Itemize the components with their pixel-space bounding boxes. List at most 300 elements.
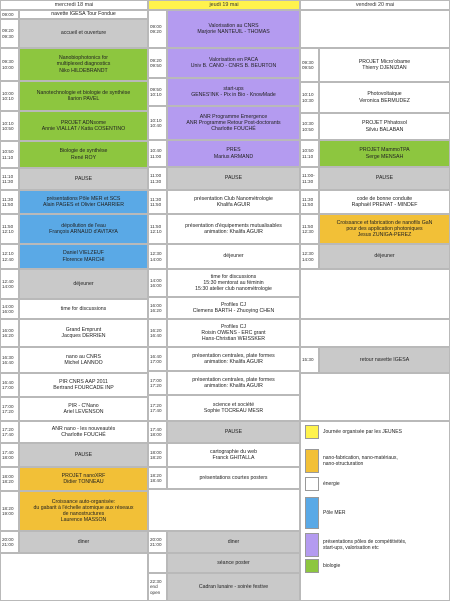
event-speaker: François ARNAUD d'AVITAYA — [49, 229, 118, 235]
time-slot — [148, 421, 167, 443]
time-label: 10:30 — [302, 97, 314, 103]
event-grand-emprunt — [19, 319, 148, 347]
time-label: 11:10 — [302, 153, 314, 159]
time-label: 11:30 — [302, 196, 314, 202]
legend-swatch-energy — [305, 477, 319, 491]
event-label: déjeuner — [374, 253, 395, 260]
time-slot — [300, 347, 319, 373]
legend-biology — [323, 559, 448, 573]
time-label: 10:10 — [150, 117, 162, 123]
time-slot — [148, 140, 167, 167]
time-slot — [300, 167, 319, 190]
time-label: 16:00 — [150, 302, 162, 308]
time-label: 17:20 — [150, 383, 162, 388]
time-slot — [148, 106, 167, 140]
time-slot — [148, 371, 167, 395]
event-pole-mer — [19, 190, 148, 214]
event-speaker: Bertrand FOURCADE INP — [53, 385, 114, 391]
time-label: 14:00 — [150, 256, 162, 262]
time-slot — [300, 140, 319, 167]
event-club-nanometrologie — [167, 190, 300, 214]
event-label: start-ups — [223, 85, 244, 92]
event-label: Croissance auto-organisée: — [51, 498, 116, 505]
event-pir-cnrs — [19, 373, 148, 397]
event-festive-evening — [167, 573, 300, 601]
time-slot — [148, 48, 167, 78]
event-break — [319, 167, 450, 190]
event-lunch — [319, 244, 450, 269]
event-lunch — [167, 244, 300, 269]
time-label: 19:00 — [2, 511, 14, 516]
event-label: science et société — [212, 401, 255, 408]
event-platforms-2 — [167, 371, 300, 395]
time-slot — [300, 214, 319, 244]
event-phhatosol — [319, 113, 450, 140]
event-speaker: Daniel VIELZEUF — [63, 250, 104, 257]
time-slot — [148, 443, 167, 467]
event-label: présentation centrales, plate formes — [192, 352, 275, 359]
event-speaker: Sophie TOCREAU MESR — [203, 408, 264, 414]
event-pres — [167, 140, 300, 167]
event-speaker: Hans-Christian WEISSKER — [201, 336, 266, 343]
time-label: 11:00 — [150, 153, 162, 159]
event-label: cartographie du web — [209, 448, 257, 455]
time-label: 11:50 — [302, 223, 314, 229]
event-speaker: animation: Khalifa AGUIR — [204, 229, 263, 235]
time-label: 16:20 — [150, 327, 162, 333]
event-label: GENES'INK - Pix in Bio - KnowMade — [191, 92, 276, 98]
time-label: 09:20 — [150, 29, 162, 34]
event-label: Profiles CJ — [220, 301, 247, 308]
time-slot — [300, 48, 319, 82]
legend-label: start-ups, valorisation etc — [323, 545, 379, 551]
legend-label: nano-structuration — [323, 461, 364, 467]
time-label: 10:40 — [150, 123, 162, 128]
time-label: 11:30 — [2, 179, 14, 184]
legend-swatch-pole-mer — [305, 497, 319, 529]
event-anr-nano — [19, 421, 148, 443]
event-label: diner — [77, 538, 90, 545]
time-label: 11:50 — [302, 202, 314, 207]
time-slot — [0, 19, 19, 48]
event-label: PIR CNRS AAP 2011 — [59, 378, 108, 385]
event-valorisation-paca — [167, 48, 300, 78]
time-label: 16:20 — [2, 333, 14, 338]
time-label: 18:20 — [2, 505, 14, 511]
event-label: PAUSE — [74, 451, 93, 458]
time-label: 09:50 — [150, 86, 162, 92]
time-label: 12:30 — [150, 251, 162, 257]
event-self-organized-growth — [19, 491, 148, 531]
event-label: Grand Emprunt — [65, 326, 102, 333]
legend-competitiveness — [323, 533, 448, 557]
event-science-society — [167, 395, 300, 421]
event-label: accueil et ouverture — [60, 30, 107, 37]
time-slot — [0, 269, 19, 299]
time-label: 16:40 — [2, 360, 14, 365]
event-speaker: Marius ARMAND — [213, 153, 254, 160]
event-poster-session — [167, 553, 300, 573]
event-label: Profiles CJ — [220, 323, 247, 330]
event-label: PAUSE — [74, 175, 93, 182]
time-slot — [0, 111, 19, 141]
event-gan-nanowires — [319, 214, 450, 244]
time-label: 21:00 — [2, 542, 14, 547]
time-slot — [300, 190, 319, 214]
event-label: 15:30 mentorat au féminin — [203, 279, 264, 286]
legend-nanofab — [323, 449, 448, 473]
time-label: 11:30 — [302, 178, 314, 184]
time-label: 16:40 — [2, 379, 14, 385]
empty-slot — [0, 553, 148, 601]
header-day-1-label: mercredi 18 mai — [54, 2, 94, 8]
time-label: 18:00 — [2, 473, 14, 479]
event-speaker: Marjorie NANTEUIL - THOMAS — [197, 29, 270, 35]
time-slot — [0, 491, 19, 531]
time-label: 17:20 — [2, 426, 14, 432]
time-label: end — [150, 584, 158, 590]
event-label: ANR Programme Emergence — [199, 113, 268, 120]
legend-label: Pôle MER — [323, 510, 346, 516]
time-label: 16:20 — [150, 308, 162, 313]
time-label: 09:30 — [2, 33, 14, 39]
empty-slot — [148, 489, 300, 531]
event-speaker: Annie VIALLAT / Katia COSENTINO — [41, 126, 126, 132]
event-label: déjeuner — [73, 280, 94, 287]
event-mammotpa — [319, 140, 450, 167]
time-label: 11:10 — [2, 154, 14, 160]
event-synthetic-biology — [19, 141, 148, 168]
event-discussions — [167, 269, 300, 297]
event-valorisation-cnrs — [167, 10, 300, 48]
event-profiles-cj-1 — [167, 297, 300, 319]
event-speaker: Roisin OWENS - ERC grant — [201, 329, 266, 336]
time-label: 16:30 — [2, 354, 14, 360]
event-code-of-conduct — [319, 190, 450, 214]
time-label: 18:20 — [150, 472, 162, 478]
event-nanotech-biology — [19, 81, 148, 111]
time-label: 11:50 — [2, 202, 14, 207]
time-label: 10:50 — [302, 148, 314, 154]
time-label: 09:20 — [150, 57, 162, 63]
header-day-2-label: jeudi 19 mai — [209, 2, 239, 8]
time-label: 14:00 — [2, 303, 14, 309]
event-speaker: Clemens BARTH - Zhuoying CHEN — [192, 308, 275, 314]
header-day-1 — [0, 0, 148, 10]
event-lunch — [19, 269, 148, 299]
header-day-3-label: vendredi 20 mai — [355, 2, 395, 8]
event-speaker: Ariel LEVENSON — [63, 409, 104, 415]
event-speaker: Thierry DJENIZIAN — [362, 65, 407, 71]
time-label: 11:30 — [2, 196, 14, 202]
event-break — [19, 443, 148, 467]
event-nanobiophotonics — [19, 48, 148, 81]
time-slot — [148, 297, 167, 319]
event-speaker: Florence MARCHI — [62, 256, 105, 263]
legend-swatch-youth — [305, 425, 319, 439]
time-slot — [148, 467, 167, 489]
time-slot — [148, 531, 167, 553]
event-label: Valorisation au CNRS — [208, 22, 259, 29]
time-slot — [148, 167, 167, 190]
time-label: 11:00 — [150, 173, 162, 179]
event-label: navette IGESA Tour Fondue — [51, 11, 116, 18]
time-label: 16:00 — [150, 283, 162, 288]
header-day-3 — [300, 0, 450, 10]
time-slot — [0, 48, 19, 81]
time-label: 18:20 — [2, 479, 14, 484]
empty-slot — [300, 319, 450, 347]
event-break — [19, 168, 148, 190]
time-label: 17:00 — [150, 359, 162, 364]
empty-slot — [300, 373, 450, 421]
time-label: 21:00 — [150, 542, 162, 547]
time-slot — [148, 190, 167, 214]
time-label: 12:10 — [150, 229, 162, 234]
time-slot — [0, 81, 19, 111]
legend-label: présentations pôles de compétitivités, — [323, 539, 407, 545]
time-label: 11:50 — [2, 223, 14, 229]
event-label: dépollution de l'eau — [61, 222, 106, 229]
event-shared-equipment — [167, 214, 300, 244]
event-break — [167, 421, 300, 443]
event-shuttle — [19, 10, 148, 19]
event-label: ANR nano - les nouveautés — [51, 425, 116, 432]
time-slot — [0, 319, 19, 347]
event-speaker: Franck GHITALLA — [212, 455, 255, 461]
legend-label: biologie — [323, 563, 341, 569]
time-slot — [0, 190, 19, 214]
event-web-mapping — [167, 443, 300, 467]
legend-label: Journée organisée par les JEUNES — [323, 429, 402, 435]
time-slot — [300, 244, 319, 269]
time-label: 10:50 — [2, 149, 14, 155]
time-slot — [0, 531, 19, 553]
event-label: Photovoltaique — [367, 91, 402, 98]
event-speaker: Veronica BERMUDEZ — [359, 97, 410, 104]
event-photovoltaique — [319, 82, 450, 113]
time-slot — [0, 421, 19, 443]
time-slot — [0, 244, 19, 269]
time-label: 10:10 — [2, 96, 14, 101]
time-slot — [148, 395, 167, 421]
event-label: présentations Pôle MER et SCS — [46, 195, 121, 202]
event-speaker: Didier TONNEAU — [63, 479, 104, 485]
time-label: 09:50 — [302, 65, 314, 70]
event-speaker: Jacques DERRIEN — [61, 333, 106, 339]
time-slot — [300, 82, 319, 113]
time-label: 12:40 — [2, 278, 14, 284]
event-nanoxrf — [19, 467, 148, 491]
time-label: open — [150, 589, 161, 595]
event-label: time for discussions — [60, 305, 107, 312]
time-label: 18:00 — [150, 449, 162, 455]
event-nano-cnrs — [19, 347, 148, 373]
event-break — [167, 167, 300, 190]
time-label: 17:40 — [150, 408, 162, 413]
time-label: 18:00 — [150, 432, 162, 437]
event-label: PIR - C'Nano — [68, 402, 99, 409]
time-label: 17:00 — [2, 385, 14, 390]
event-label: PROJET ADNsome — [60, 119, 107, 126]
time-label: 17:00 — [2, 403, 14, 409]
time-label: 10:40 — [150, 148, 162, 154]
event-label: multiplexed diagnostics — [56, 61, 111, 68]
event-label: PROJET nanoXRF — [61, 472, 106, 479]
event-dinner — [167, 531, 300, 553]
event-label: présentation centrales, plate formes — [192, 376, 275, 383]
time-label: 14:00 — [150, 277, 162, 283]
time-label: 15:30 — [302, 357, 314, 363]
time-label: 11:00- — [302, 173, 315, 179]
event-vielzeuf-marchi — [19, 244, 148, 269]
event-label: code de bonne conduite — [356, 195, 413, 202]
time-slot — [300, 113, 319, 140]
event-speaker: Niko HILDEBRANDT — [59, 67, 108, 74]
time-label: 16:00 — [2, 327, 14, 333]
time-label: 17:20 — [150, 402, 162, 408]
time-label: 10:10 — [302, 92, 314, 98]
header-day-2 — [148, 0, 300, 10]
event-label: PRES — [226, 147, 241, 154]
time-label: 22:30 — [150, 579, 162, 585]
time-label: 10:30 — [302, 121, 314, 127]
event-speaker: Silviu BALABAN — [365, 126, 404, 133]
event-label: présentations courtes posters — [199, 474, 268, 481]
event-platforms-1 — [167, 347, 300, 371]
time-label: 12:30 — [302, 229, 314, 234]
legend-label: nano-fabrication, nano-matériaux, — [323, 455, 398, 461]
event-label: Croissance et fabrication de nanofils GaN — [336, 219, 433, 226]
event-label: PAUSE — [224, 428, 243, 435]
empty-slot — [300, 10, 450, 48]
time-slot-empty — [148, 553, 167, 573]
event-label: du gabarit à l'échelle atomique aux réseaux — [33, 504, 134, 511]
event-speaker: animation: Khalifa AGUIR — [204, 383, 263, 389]
event-speaker: Charlotte FOUCHÉ — [211, 126, 256, 133]
time-label: 10:00 — [2, 64, 14, 70]
time-label: 10:50 — [302, 126, 314, 132]
time-label: 12:10 — [2, 251, 14, 257]
event-label: Cadran lunaire - soirée festive — [198, 583, 269, 590]
event-poster-talks — [167, 467, 300, 489]
event-anr-programmes — [167, 106, 300, 140]
event-speaker: animation: Khalifa AGUIR — [204, 359, 263, 365]
event-adnsome — [19, 111, 148, 141]
event-label: nano au CNRS — [66, 353, 101, 360]
time-label: 11:50 — [150, 223, 162, 229]
time-slot — [148, 78, 167, 106]
legend-swatch-competitiveness — [305, 533, 319, 557]
time-label: 09:30 — [302, 59, 314, 65]
time-slot — [0, 168, 19, 190]
time-label: 12:30 — [302, 251, 314, 257]
time-label: 16:00 — [2, 309, 14, 314]
time-label: 12:40 — [2, 256, 14, 262]
event-speaker: Jesus ZUNIGA-PEREZ — [357, 232, 412, 239]
event-pir-cnano — [19, 397, 148, 421]
event-label: 15:30 atelier club nanométrologie — [195, 286, 272, 293]
event-shuttle-return — [319, 347, 450, 373]
legend-energy — [323, 477, 448, 491]
event-speaker: Michel LANNOO — [64, 360, 103, 366]
empty-slot — [300, 269, 450, 319]
time-label: 20:00 — [2, 536, 14, 542]
time-slot — [0, 214, 19, 244]
time-label: 16:40 — [150, 353, 162, 359]
time-slot — [148, 319, 167, 347]
event-label: présentation d'équipements mutualisables — [185, 222, 282, 229]
time-label: 10:10 — [2, 120, 14, 126]
time-slot — [0, 141, 19, 168]
time-slot — [148, 573, 167, 601]
event-dinner — [19, 531, 148, 553]
event-label: Nanobiophotonics for — [58, 55, 109, 62]
time-label: 09:30 — [2, 59, 14, 65]
time-slot — [0, 397, 19, 421]
time-label: 14:00 — [302, 256, 314, 262]
legend-swatch-biology — [305, 559, 319, 573]
event-label: PROJET Micro'obame — [358, 58, 411, 65]
legend-youth — [323, 425, 448, 439]
event-start-ups — [167, 78, 300, 106]
time-label: 10:50 — [2, 126, 14, 131]
event-label: diner — [227, 538, 240, 545]
time-slot — [0, 443, 19, 467]
event-opening — [19, 19, 148, 48]
event-speaker: Serge MENSAH — [365, 153, 404, 160]
time-label: 11:30 — [150, 196, 162, 202]
legend-label: énergie — [323, 481, 340, 487]
event-speaker: Raphaël PRENAT - MINDEF — [351, 202, 418, 208]
event-label: PAUSE — [224, 175, 243, 182]
event-discussions — [19, 299, 148, 319]
time-label: 12:10 — [2, 229, 14, 234]
time-label: 09:50 — [150, 63, 162, 68]
time-label: 17:20 — [2, 409, 14, 414]
time-label: 18:40 — [150, 478, 162, 483]
time-label: 17:40 — [150, 426, 162, 432]
time-slot — [148, 214, 167, 244]
event-label: Biologie de synthèse — [59, 148, 108, 155]
time-label: 10:00 — [2, 90, 14, 96]
event-speaker: Laurence MASSON — [60, 517, 107, 524]
time-slot — [0, 10, 19, 19]
event-label: séance poster — [217, 559, 250, 566]
event-label: de nanostructures — [62, 511, 105, 517]
event-label: pour des application photoniques — [346, 225, 423, 232]
time-label: 09:00 — [2, 11, 14, 17]
time-label: 17:00 — [150, 377, 162, 383]
time-label: 18:00 — [2, 455, 14, 460]
legend-pole-mer — [323, 497, 448, 529]
time-label: 11:50 — [150, 202, 162, 207]
time-label: 11:30 — [150, 178, 162, 184]
event-label: Nanotechnologie et biologie de synthèse — [36, 89, 131, 96]
time-slot — [148, 244, 167, 269]
time-label: 09:20 — [2, 28, 14, 34]
event-label: présentation Club Nanométrologie — [194, 195, 273, 202]
event-speaker: Charlotte FOUCHÉ — [61, 432, 106, 438]
time-label: 18:20 — [150, 455, 162, 460]
event-label: PAUSE — [375, 175, 394, 182]
time-label: 17:40 — [2, 432, 14, 437]
event-speaker: Alain PAGES et Olivier CHARRIER — [43, 202, 124, 208]
time-slot — [0, 373, 19, 397]
time-slot — [0, 467, 19, 491]
event-label: PROJET MammoTPA — [359, 147, 410, 154]
event-water-depollution — [19, 214, 148, 244]
